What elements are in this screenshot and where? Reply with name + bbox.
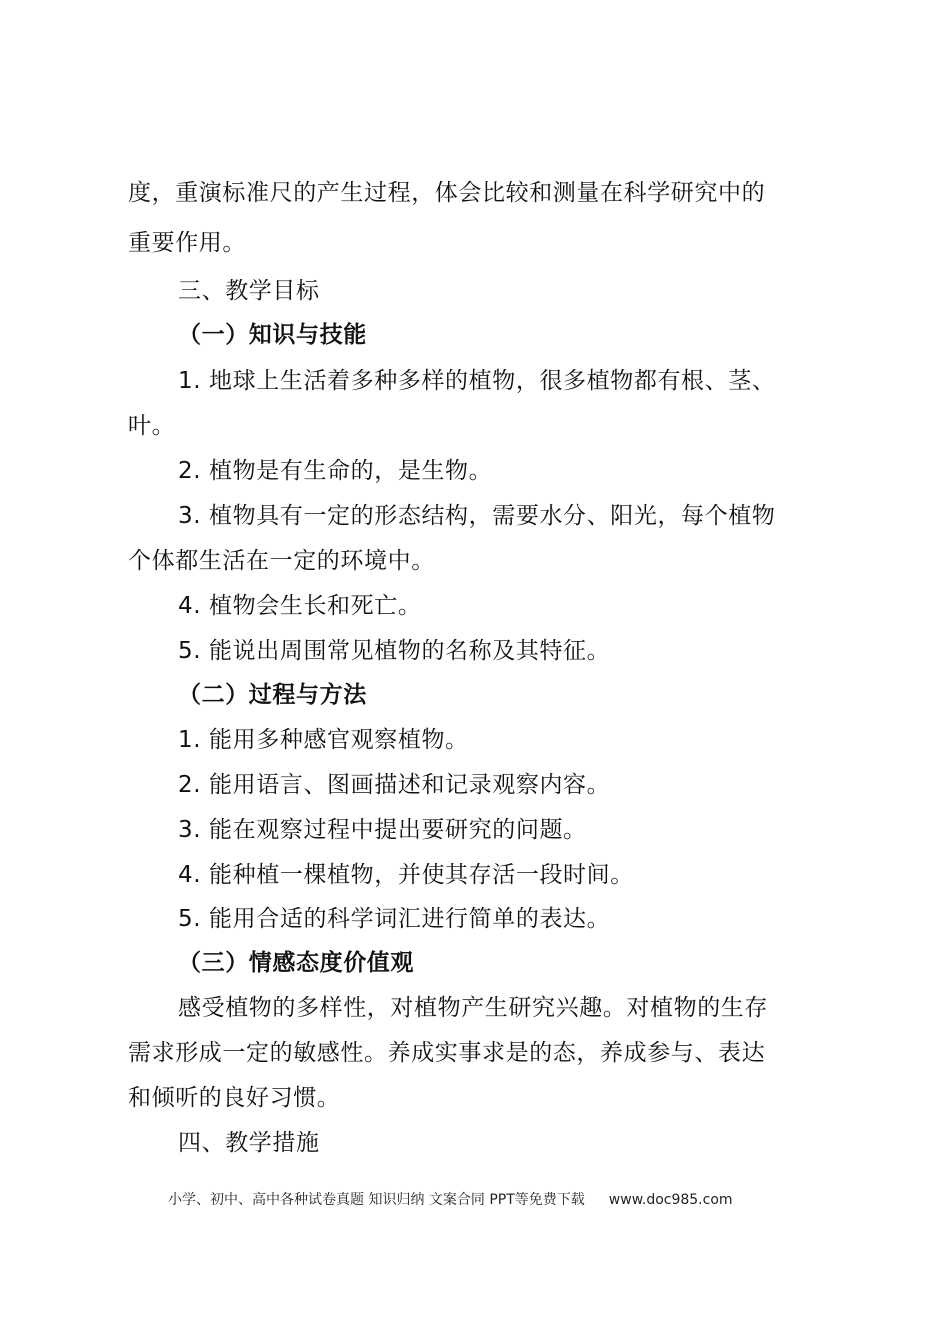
paragraph-line: 重要作用。 (128, 230, 246, 256)
list-item: 2. 能用语言、图画描述和记录观察内容。 (178, 772, 611, 798)
subsection-heading: （三）情感态度价值观 (178, 950, 414, 976)
subsection-heading: （二）过程与方法 (178, 682, 367, 708)
paragraph-line: 感受植物的多样性，对植物产生研究兴趣。对植物的生存 (178, 995, 768, 1021)
footer-text: 小学、初中、高中各种试卷真题 知识归纳 文案合同 PPT等免费下载 (168, 1192, 585, 1208)
paragraph-line: 度，重演标准尺的产生过程，体会比较和测量在科学研究中的 (128, 180, 766, 206)
list-item: 4. 植物会生长和死亡。 (178, 593, 422, 619)
paragraph-line: 需求形成一定的敏感性。养成实事求是的态，养成参与、表达 (128, 1040, 766, 1066)
list-item: 3. 植物具有一定的形态结构，需要水分、阳光，每个植物 (178, 503, 776, 529)
list-item-continuation: 个体都生活在一定的环境中。 (128, 548, 435, 574)
list-item: 1. 能用多种感官观察植物。 (178, 727, 469, 753)
subsection-heading: （一）知识与技能 (178, 322, 367, 348)
paragraph-line: 和倾听的良好习惯。 (128, 1085, 341, 1111)
section-heading: 三、教学目标 (178, 278, 320, 304)
footer-url[interactable]: www.doc985.com (608, 1192, 733, 1208)
list-item: 1. 地球上生活着多种多样的植物，很多植物都有根、茎、 (178, 368, 776, 394)
section-heading: 四、教学措施 (178, 1130, 320, 1156)
list-item: 2. 植物是有生命的，是生物。 (178, 458, 493, 484)
list-item: 3. 能在观察过程中提出要研究的问题。 (178, 817, 587, 843)
page-footer (168, 1190, 733, 1210)
list-item-continuation: 叶。 (128, 413, 176, 439)
list-item: 5. 能说出周围常见植物的名称及其特征。 (178, 638, 611, 664)
list-item: 4. 能种植一棵植物，并使其存活一段时间。 (178, 862, 634, 888)
list-item: 5. 能用合适的科学词汇进行简单的表达。 (178, 906, 611, 932)
